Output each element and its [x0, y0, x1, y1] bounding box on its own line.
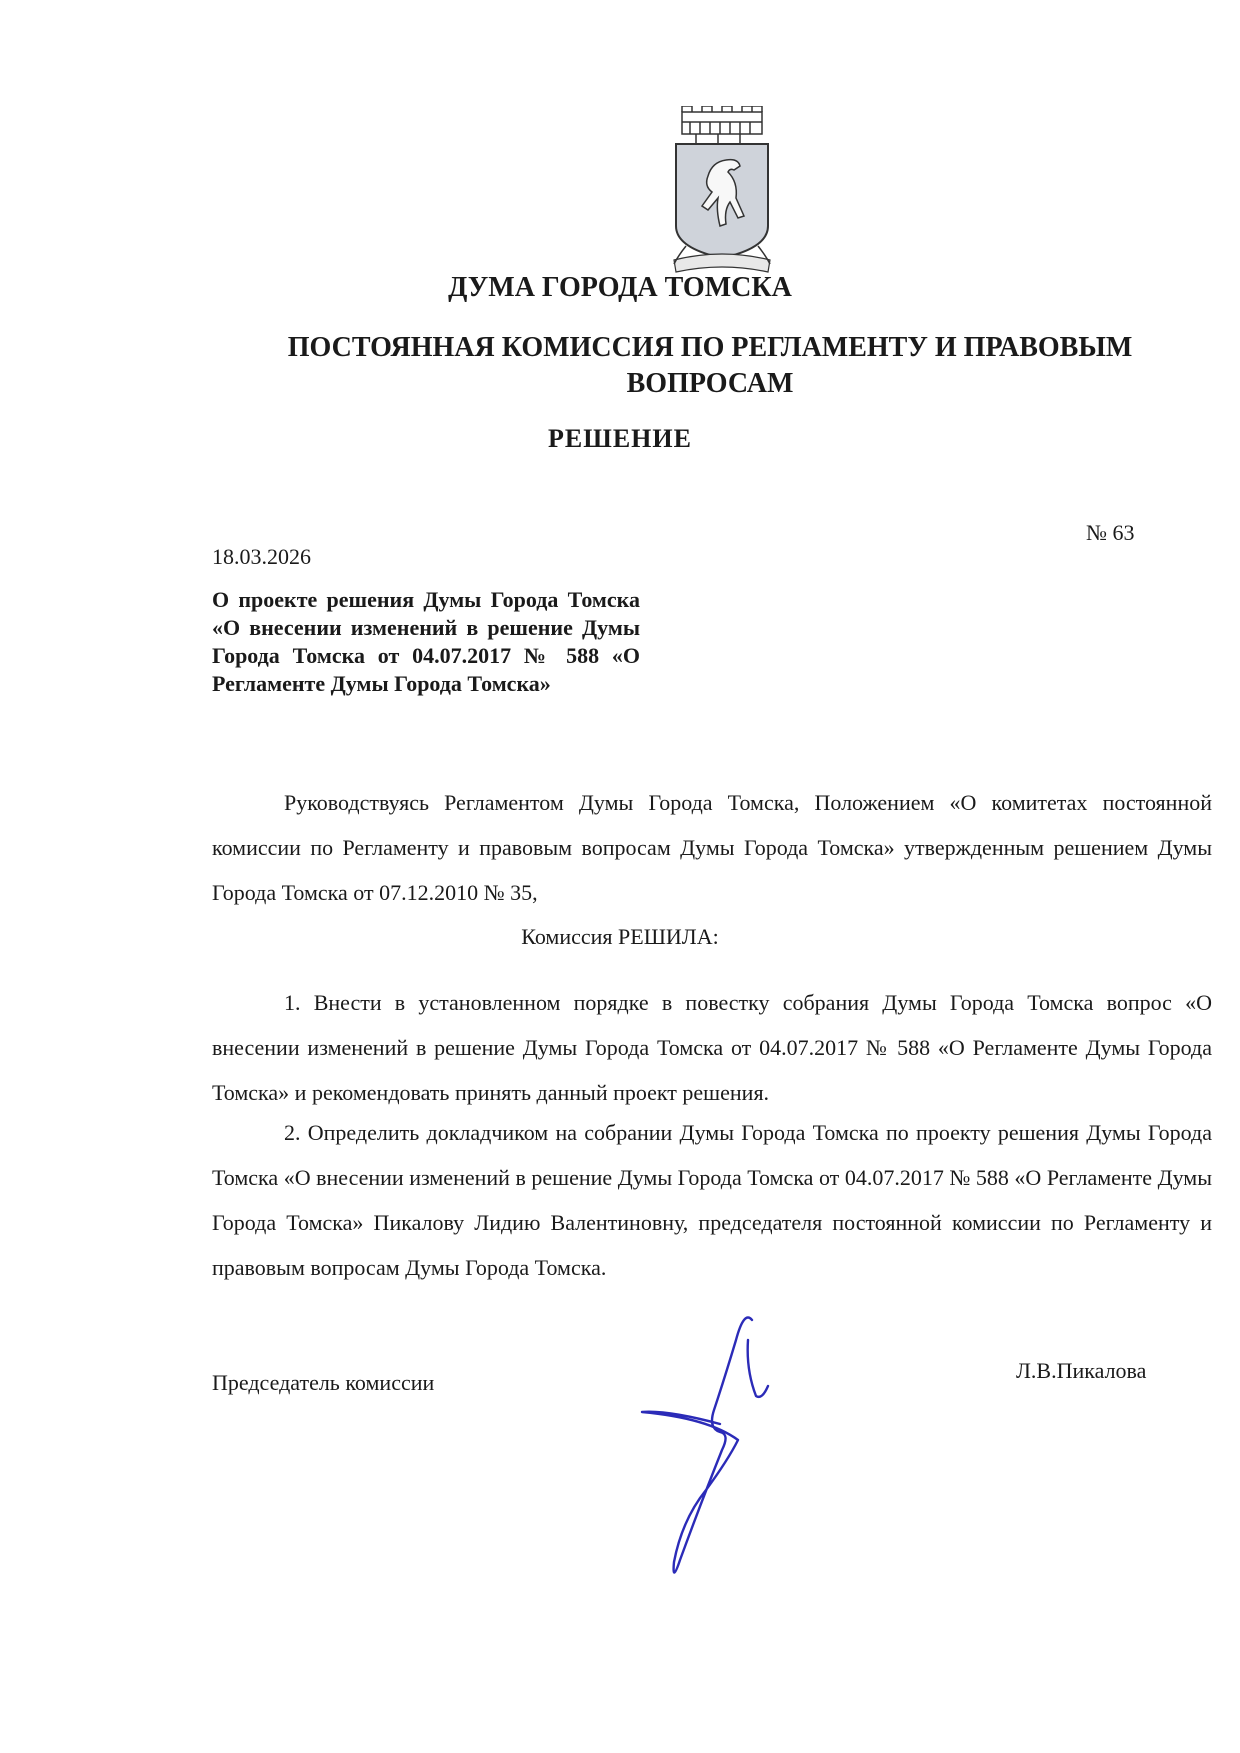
document-date: 18.03.2026	[212, 544, 311, 569]
handwritten-signature	[628, 1300, 798, 1590]
decision-heading: Комиссия РЕШИЛА:	[521, 924, 719, 949]
commission-title: ПОСТОЯННАЯ КОМИССИЯ ПО РЕГЛАМЕНТУ И ПРАВОВЫМ ВОПРОСАМ	[287, 332, 1133, 399]
tomsk-coat-of-arms-icon	[668, 106, 776, 274]
signatory-title: Председатель комиссии	[212, 1370, 435, 1395]
document-subject: О проекте решения Думы Города Томска «О внесении изменений в решение Думы Города Томска от 04.07.2017 № 588 «О Регламенте Думы Города Томска»	[212, 587, 640, 696]
intro-paragraph: Руководствуясь Регламентом Думы Города Томска, Положением «О комитетах постоянной комиссии по Регламенту и правовым вопросам Думы Города Томска» утвержденным решением Думы Города Томска от 07.12.2010 № 35,	[212, 790, 1212, 905]
document-number: № 63	[1086, 520, 1135, 545]
org-title: ДУМА ГОРОДА ТОМСКА	[448, 272, 792, 303]
document-type: РЕШЕНИЕ	[548, 424, 692, 453]
decision-item-2: 2. Определить докладчиком на собрании Думы Города Томска по проекту решения Думы Города Томска «О внесении изменений в решение Думы Города Томска от 04.07.2017 № 588 «О Регламенте Думы Города Томска» Пикалову Лидию Валентиновну, председателя постоянной комиссии по Регламенту и правовым вопросам Думы Города Томска.	[212, 1120, 1212, 1280]
decision-item-1: 1. Внести в установленном порядке в повестку собрания Думы Города Томска вопрос «О внесении изменений в решение Думы Города Томска от 04.07.2017 № 588 «О Регламенте Думы Города Томска» и рекомендовать принять данный проект решения.	[212, 990, 1212, 1105]
signatory-name: Л.В.Пикалова	[1016, 1358, 1147, 1383]
